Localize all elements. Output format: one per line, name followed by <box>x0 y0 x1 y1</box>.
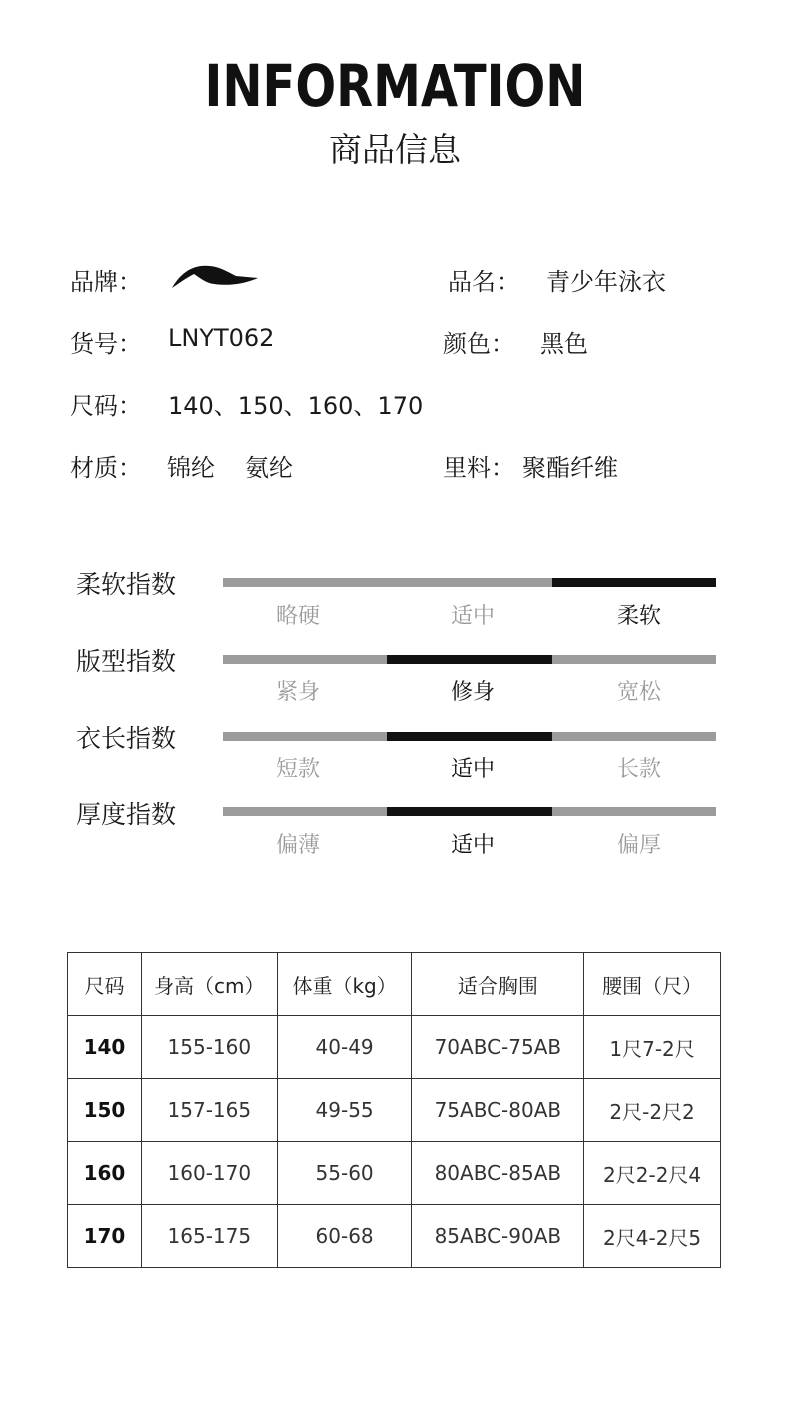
index-option-label: 适中 <box>450 757 495 782</box>
index-bar-segment <box>387 578 551 587</box>
name-value: 青少年泳衣 <box>546 268 666 296</box>
index-bar-segment <box>387 655 551 664</box>
size-table <box>67 952 721 1268</box>
index-option-label: 略硬 <box>275 604 320 629</box>
table-cell: 155-160 <box>141 1016 277 1079</box>
table-cell: 49-55 <box>277 1079 412 1142</box>
index-title: 衣长指数 <box>76 724 177 753</box>
sku-value: LNYT062 <box>168 324 275 352</box>
index-option-label: 偏厚 <box>616 833 661 858</box>
table-cell: 157-165 <box>141 1079 277 1142</box>
table-cell-size: 170 <box>68 1205 142 1268</box>
index-bar-segment <box>223 655 387 664</box>
index-bar <box>223 732 716 741</box>
index-bar-segment <box>387 732 551 741</box>
color-value: 黑色 <box>540 330 588 358</box>
table-cell: 70ABC-75AB <box>412 1016 584 1079</box>
index-option-label: 长款 <box>616 757 661 782</box>
table-row <box>68 1016 721 1079</box>
index-bar-segment <box>223 807 387 816</box>
table-header-cell: 体重（kg） <box>277 953 412 1016</box>
index-bar-segment <box>223 578 387 587</box>
table-header-row <box>68 953 721 1016</box>
table-cell: 75ABC-80AB <box>412 1079 584 1142</box>
table-cell: 80ABC-85AB <box>412 1142 584 1205</box>
header-title-en: INFORMATION <box>204 52 586 120</box>
index-bar <box>223 655 716 664</box>
table-header-cell: 腰围（尺） <box>584 953 721 1016</box>
material-value-1: 锦纶 <box>167 454 215 482</box>
size-label: 尺码： <box>70 392 142 420</box>
color-label: 颜色： <box>443 330 515 358</box>
sku-label: 货号： <box>70 330 142 358</box>
table-cell: 2尺4-2尺5 <box>584 1205 721 1268</box>
index-option-label: 修身 <box>450 680 495 705</box>
table-cell-size: 160 <box>68 1142 142 1205</box>
table-cell: 85ABC-90AB <box>412 1205 584 1268</box>
index-bar <box>223 578 716 587</box>
material-label: 材质： <box>70 454 142 482</box>
table-row <box>68 1142 721 1205</box>
table-header-cell: 身高（cm） <box>141 953 277 1016</box>
lining-value: 聚酯纤维 <box>522 454 618 482</box>
table-cell: 60-68 <box>277 1205 412 1268</box>
table-row <box>68 1205 721 1268</box>
index-title: 版型指数 <box>76 647 177 676</box>
table-cell: 1尺7-2尺 <box>584 1016 721 1079</box>
index-option-label: 宽松 <box>616 680 661 705</box>
table-row <box>68 1079 721 1142</box>
size-value: 140、150、160、170 <box>168 392 424 420</box>
table-cell: 2尺2-2尺4 <box>584 1142 721 1205</box>
index-bar <box>223 807 716 816</box>
index-option-label: 偏薄 <box>275 833 320 858</box>
table-cell: 160-170 <box>141 1142 277 1205</box>
index-bar-segment <box>552 732 716 741</box>
index-bar-segment <box>552 655 716 664</box>
li-ning-logo-icon <box>170 262 260 290</box>
material-value-2: 氨纶 <box>245 454 293 482</box>
table-cell-size: 140 <box>68 1016 142 1079</box>
table-cell: 165-175 <box>141 1205 277 1268</box>
index-bar-segment <box>552 578 716 587</box>
table-header-cell: 尺码 <box>68 953 142 1016</box>
table-header-cell: 适合胸围 <box>412 953 584 1016</box>
name-label: 品名： <box>448 268 520 296</box>
index-option-label: 紧身 <box>275 680 320 705</box>
index-option-label: 柔软 <box>616 604 661 629</box>
table-cell: 2尺-2尺2 <box>584 1079 721 1142</box>
index-bar-segment <box>387 807 551 816</box>
index-option-label: 适中 <box>450 833 495 858</box>
header-title-cn: 商品信息 <box>329 130 461 169</box>
table-cell-size: 150 <box>68 1079 142 1142</box>
index-title: 柔软指数 <box>76 570 177 599</box>
table-cell: 40-49 <box>277 1016 412 1079</box>
index-bar-segment <box>552 807 716 816</box>
index-title: 厚度指数 <box>76 800 177 829</box>
brand-label: 品牌： <box>70 268 142 296</box>
table-cell: 55-60 <box>277 1142 412 1205</box>
lining-label: 里料： <box>443 454 515 482</box>
index-bar-segment <box>223 732 387 741</box>
index-option-label: 适中 <box>450 604 495 629</box>
index-option-label: 短款 <box>275 757 320 782</box>
